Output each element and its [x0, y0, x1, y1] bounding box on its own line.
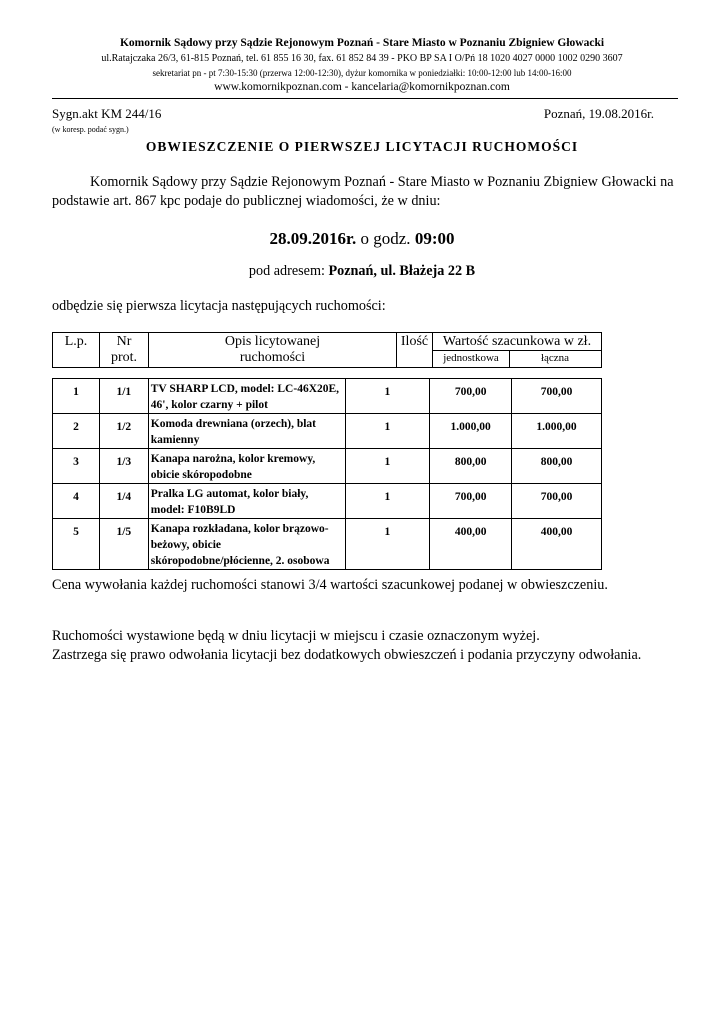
header-nr-label: Nr: [116, 334, 132, 349]
row-unit-value: 1.000,00: [430, 414, 512, 449]
row-lp: 5: [53, 519, 100, 570]
header-opis-sublabel: ruchomości: [239, 350, 306, 365]
intro-text: Komornik Sądowy przy Sądzie Rejonowym Poznań - Stare Miasto w Poznaniu Zbigniew Głowacki na podstawie art. 867 kpc podaje do publicznej wiadomości, że w dniu:: [52, 174, 674, 209]
row-nr: 1/5: [99, 519, 148, 570]
auction-date: 28.09.2016r.: [269, 229, 357, 248]
display-note: Ruchomości wystawione będą w dniu licytacji w miejscu i czasie oznaczonym wyżej.: [52, 628, 540, 644]
table-row: [53, 519, 602, 570]
lead-text: odbędzie się pierwsza licytacja następujących ruchomości:: [52, 298, 386, 314]
row-quantity: 1: [345, 379, 430, 414]
auction-time: 09:00: [414, 229, 455, 248]
header-wartosc-label: Wartość szacunkowa w zł.: [442, 334, 592, 349]
table-row: [53, 449, 602, 484]
header-nr-sublabel: prot.: [110, 350, 138, 365]
row-total-value: 700,00: [512, 484, 602, 519]
row-total-value: 700,00: [512, 379, 602, 414]
reservation-note: Zastrzega się prawo odwołania licytacji bez dodatkowych obwieszczeń i podania przyczyny odwołania.: [52, 647, 642, 663]
header-wartosc-divider: [433, 350, 601, 351]
row-unit-value: 800,00: [430, 449, 512, 484]
row-unit-value: 700,00: [430, 379, 512, 414]
items-table: [52, 378, 602, 570]
row-nr: 1/4: [99, 484, 148, 519]
header-nr: [100, 333, 149, 367]
address-prefix: pod adresem:: [248, 263, 329, 279]
header-contact: www.komornikpoznan.com - kancelaria@komornikpoznan.com: [214, 81, 510, 93]
row-nr: 1/1: [99, 379, 148, 414]
table-row: [53, 484, 602, 519]
row-lp: 2: [53, 414, 100, 449]
intro-paragraph: [52, 173, 692, 211]
auction-address-line: [0, 263, 724, 280]
header-opis: [149, 333, 397, 367]
auction-address: Poznań, ul. Błażeja 22 B: [328, 263, 476, 279]
header-hours: sekretariat pn - pt 7:30-15:30 (przerwa 12:00-12:30), dyżur komornika w poniedziałki: 10:00-12:00 lub 14:00-16:00: [152, 68, 572, 78]
row-quantity: 1: [345, 484, 430, 519]
row-total-value: 400,00: [512, 519, 602, 570]
row-lp: 1: [53, 379, 100, 414]
header-lp-label: L.p.: [64, 334, 88, 349]
header-ilosc: [397, 333, 433, 367]
page-title: OBWIESZCZENIE O PIERWSZEJ LICYTACJI RUCHOMOŚCI: [145, 139, 579, 154]
row-unit-value: 400,00: [430, 519, 512, 570]
row-nr: 1/3: [99, 449, 148, 484]
row-description: Pralka LG automat, kolor biały, model: F10B9LD: [148, 484, 345, 519]
row-description: Kanapa rozkładana, kolor brązowo-beżowy, obicie skóropodobne/płócienne, 2. osobowa: [148, 519, 345, 570]
case-signature: Sygn.akt KM 244/16: [52, 106, 162, 121]
row-description: Kanapa narożna, kolor kremowy, obicie skóropodobne: [148, 449, 345, 484]
correspondence-note: (w koresp. podać sygn.): [52, 125, 129, 134]
row-total-value: 800,00: [512, 449, 602, 484]
row-lp: 4: [53, 484, 100, 519]
row-quantity: 1: [345, 449, 430, 484]
header-opis-label: Opis licytowanej: [224, 334, 321, 349]
row-unit-value: 700,00: [430, 484, 512, 519]
row-description: Komoda drewniana (orzech), blat kamienny: [148, 414, 345, 449]
table-row: [53, 379, 602, 414]
table-row: [53, 414, 602, 449]
row-nr: 1/2: [99, 414, 148, 449]
row-lp: 3: [53, 449, 100, 484]
header-wartosc: [433, 333, 601, 367]
row-description: TV SHARP LCD, model: LC-46X20E, 46', kolor czarny + pilot: [148, 379, 345, 414]
header-lp: [53, 333, 100, 367]
auction-datetime: [0, 229, 724, 249]
price-note: Cena wywołania każdej ruchomości stanowi 3/4 wartości szacunkowej podanej w obwieszczeniu.: [52, 577, 608, 593]
row-quantity: 1: [345, 519, 430, 570]
header-ilosc-label: Ilość: [400, 334, 429, 349]
items-table-header: [52, 332, 602, 368]
row-quantity: 1: [345, 414, 430, 449]
header-address: ul.Ratajczaka 26/3, 61-815 Poznań, tel. 61 855 16 30, fax. 61 852 84 39 - PKO BP SA I O/Pń 18 1020 4027 0000 1002 0290 3607: [101, 53, 623, 64]
header-divider: [52, 98, 678, 99]
document-date: Poznań, 19.08.2016r.: [543, 106, 654, 121]
row-total-value: 1.000,00: [512, 414, 602, 449]
header-laczna: łączna: [540, 352, 570, 364]
header-title: Komornik Sądowy przy Sądzie Rejonowym Poznań - Stare Miasto w Poznaniu Zbigniew Głowacki: [119, 37, 605, 49]
auction-time-prefix: o godz.: [356, 229, 415, 248]
header-jednostkowa: jednostkowa: [443, 352, 499, 364]
